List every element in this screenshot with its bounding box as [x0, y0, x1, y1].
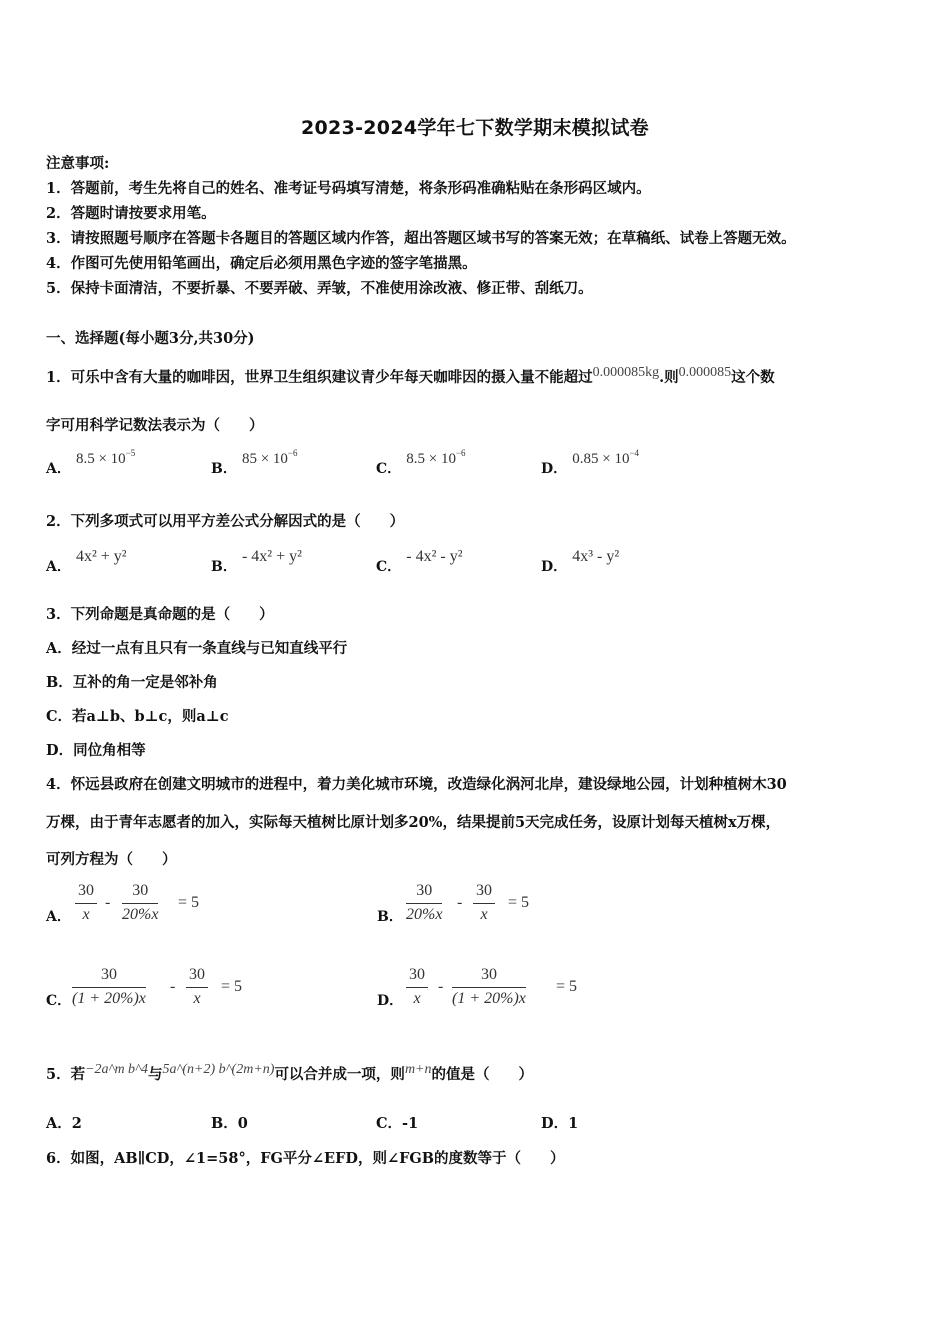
- q4-a-eq: = 5: [178, 894, 200, 911]
- q2-option-c[interactable]: [376, 546, 463, 575]
- q6-stem: 6．如图，AB∥CD，∠1=58°，FG平分∠EFD，则∠FGB的度数等于（ ）: [46, 1150, 565, 1167]
- q1-value: 0.000085: [678, 365, 732, 380]
- q4-stem-line3: 可列方程为（ ）: [46, 851, 177, 868]
- q5-option-b-label: B．: [211, 1115, 238, 1132]
- q3-stem: 3．下列命题是真命题的是（ ）: [46, 606, 274, 623]
- q5-term3: m+n: [404, 1062, 432, 1077]
- q4-d-frac2: $\frac{30}{(1 + 20\%)x}$: [452, 966, 526, 1007]
- q1-option-d-label: D．: [541, 461, 568, 477]
- q5-stem-b: 与: [147, 1066, 163, 1083]
- q1-option-b[interactable]: [211, 448, 298, 477]
- q5-option-c[interactable]: [376, 1112, 418, 1133]
- q4-c-frac2: $\frac{30}{x}$: [186, 966, 208, 1008]
- q1-stem-line2: 字可用科学记数法表示为（ ）: [46, 417, 264, 434]
- q1-option-a-value: $8.5 \times 10^{-5}$: [75, 448, 136, 467]
- q5-term1: −2a^m b^4: [85, 1062, 148, 1077]
- q2-option-c-value: - 4x² - y²: [406, 548, 463, 565]
- q1-option-b-value: $85 \times 10^{-6}$: [241, 448, 298, 467]
- q4-b-eq: = 5: [508, 894, 530, 911]
- notes-item-2: 2．答题时请按要求用笔。: [46, 205, 216, 222]
- notes-heading: 注意事项:: [46, 155, 110, 172]
- q4-option-d-label: D．: [377, 993, 404, 1009]
- q4-c-minus: -: [170, 978, 176, 995]
- q5-term2: 5a^(n+2) b^(2m+n): [162, 1062, 275, 1077]
- q5-option-a-value: 2: [71, 1115, 82, 1132]
- q5-stem-d: 的值是（ ）: [431, 1066, 533, 1083]
- q1-option-d-value: $0.85 \times 10^{-4}$: [572, 448, 640, 467]
- q5-option-a[interactable]: [46, 1112, 82, 1133]
- q4-d-minus: -: [438, 978, 444, 995]
- q4-b-minus: -: [457, 894, 463, 911]
- q4-stem-line1: 4．怀远县政府在创建文明城市的进程中，着力美化城市环境，改造绿化涡河北岸，建设绿地公园，计划种植树木30: [46, 776, 787, 793]
- q4-option-a-label: A．: [46, 909, 71, 925]
- q5-option-d[interactable]: [541, 1112, 578, 1133]
- q1-stem-a: 1．可乐中含有大量的咖啡因，世界卫生组织建议青少年每天咖啡因的摄入量不能超过: [46, 369, 593, 386]
- q4-stem-line2: 万棵，由于青年志愿者的加入，实际每天植树比原计划多20%，结果提前5天完成任务，设原计划每天植树x万棵，: [46, 814, 781, 831]
- q4-d-eq: = 5: [556, 978, 578, 995]
- notes-item-5: 5．保持卡面清洁，不要折暴、不要弄破、弄皱，不准使用涂改液、修正带、刮纸刀。: [46, 280, 593, 297]
- q5-stem-a: 5．若: [46, 1066, 86, 1083]
- section-heading: 一、选择题(每小题3分,共30分): [46, 330, 255, 347]
- q1-stem-c: 这个数: [731, 369, 775, 386]
- q4-d-frac1: $\frac{30}{x}$: [406, 966, 428, 1008]
- q1-option-a-label: A．: [46, 461, 71, 477]
- q4-option-c-label: C．: [46, 993, 72, 1009]
- q5-option-b-value: 0: [237, 1115, 248, 1132]
- q5-option-d-value: 1: [568, 1115, 579, 1132]
- q5-option-c-label: C．: [376, 1115, 403, 1132]
- q1-option-c[interactable]: [376, 448, 466, 477]
- q1-option-a[interactable]: [46, 448, 136, 477]
- notes-item-1: 1．答题前，考生先将自己的姓名、准考证号码填写清楚，将条形码准确粘贴在条形码区域内。: [46, 180, 651, 197]
- q5-option-d-label: D．: [541, 1115, 569, 1132]
- q1-option-b-label: B．: [211, 461, 237, 477]
- q2-stem: 2．下列多项式可以用平方差公式分解因式的是（ ）: [46, 513, 405, 530]
- q5-stem-c: 可以合并成一项，则: [274, 1066, 405, 1083]
- q1-option-d[interactable]: [541, 448, 640, 477]
- q1-value-kg: 0.000085kg: [592, 365, 660, 380]
- q4-b-frac1: $\frac{30}{20\%x}$: [406, 882, 443, 923]
- q2-option-a-label: A．: [46, 559, 71, 575]
- q1-stem-line1: [46, 365, 775, 387]
- q3-option-c[interactable]: C．若a⊥b、b⊥c，则a⊥c: [46, 708, 229, 725]
- q4-a-minus: -: [105, 894, 111, 911]
- q1-option-c-label: C．: [376, 461, 402, 477]
- q1-option-c-value: $8.5 \times 10^{-6}$: [406, 448, 466, 467]
- q2-option-c-label: C．: [376, 559, 402, 575]
- q5-option-c-value: -1: [402, 1115, 419, 1132]
- page-title: 2023-2024学年七下数学期末模拟试卷: [301, 117, 649, 139]
- q2-option-a[interactable]: [46, 546, 127, 575]
- q5-option-a-label: A．: [46, 1115, 72, 1132]
- q2-option-d-label: D．: [541, 559, 568, 575]
- q5-stem: [46, 1062, 533, 1084]
- notes-item-4: 4．作图可先使用铅笔画出，确定后必须用黑色字迹的签字笔描黑。: [46, 255, 477, 272]
- q4-b-frac2: $\frac{30}{x}$: [473, 882, 495, 924]
- q1-stem-b: .则: [659, 369, 679, 386]
- q2-option-b-value: - 4x² + y²: [241, 548, 302, 565]
- q2-option-d[interactable]: [541, 546, 620, 575]
- q4-c-eq: = 5: [221, 978, 243, 995]
- q3-option-d[interactable]: D．同位角相等: [46, 742, 146, 759]
- q4-option-b-label: B．: [377, 909, 403, 925]
- q2-option-d-value: 4x³ - y²: [572, 548, 620, 565]
- q2-option-b-label: B．: [211, 559, 237, 575]
- q2-option-a-value: 4x² + y²: [75, 548, 127, 565]
- q4-c-frac1: $\frac{30}{(1 + 20\%)x}$: [72, 966, 146, 1007]
- q5-option-b[interactable]: [211, 1112, 248, 1133]
- q3-option-a[interactable]: A．经过一点有且只有一条直线与已知直线平行: [46, 640, 348, 657]
- q3-option-b[interactable]: B．互补的角一定是邻补角: [46, 674, 218, 691]
- notes-item-3: 3．请按照题号顺序在答题卡各题目的答题区域内作答，超出答题区域书写的答案无效；在草稿纸、试卷上答题无效。: [46, 230, 796, 247]
- q4-a-frac1: $\frac{30}{x}$: [75, 882, 97, 924]
- q2-option-b[interactable]: [211, 546, 302, 575]
- q4-a-frac2: $\frac{30}{20\%x}$: [122, 882, 159, 923]
